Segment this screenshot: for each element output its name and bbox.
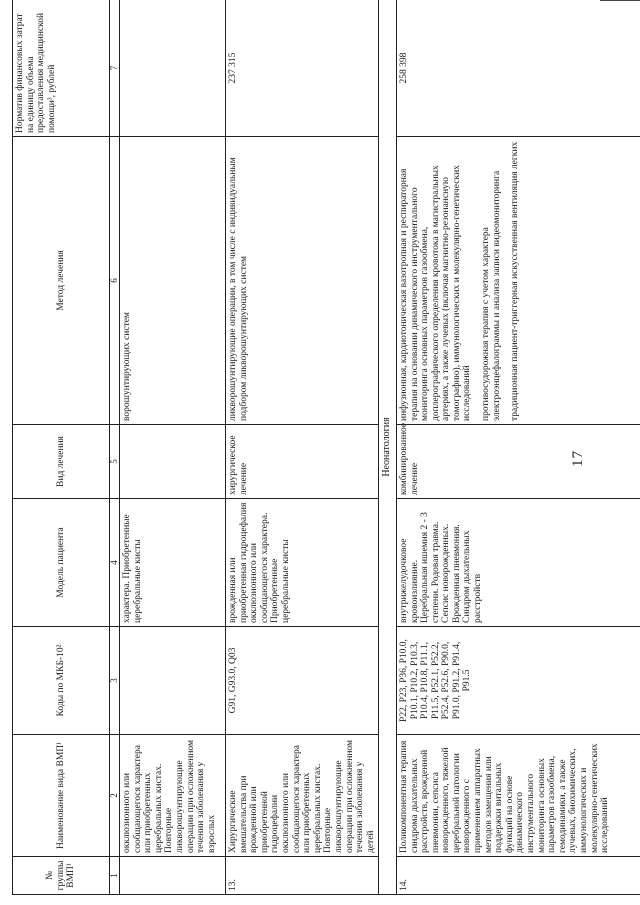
treatment-method-cell: ликворошунтирующие операции, в том числе с индивидуальным подбором ликворошунтирующих систем [226, 137, 379, 425]
header-vmp-name: Наименование вида ВМП¹ [13, 735, 110, 857]
page-number: 17 [570, 450, 586, 467]
treatment-method-cell: ворошунтирующих систем [120, 137, 226, 425]
icd-codes-cell [120, 627, 226, 735]
group-number-cell: 14. [396, 857, 640, 895]
column-number: 2 [110, 735, 120, 857]
vmp-name-cell: Хирургические вмешательства при врожденной или приобретенной гидроцефалии окклюзионного или сообщающегося характера или приобретенных церебральных кистах. Повторные ликворошунтирующие операции при осложненном течении заболевания у детей [226, 735, 379, 857]
header-patient-model: Модель пациента [13, 499, 110, 627]
table-row [226, 0, 379, 895]
vmp-name-cell: окклюзионного или сообщающегося характера или приобретенных церебральных кистах. Повторные ликворошунтирующие операции при осложненном течении заболевания у взрослых [120, 735, 226, 857]
column-number: 7 [110, 0, 120, 137]
column-number: 6 [110, 137, 120, 425]
cost-norm-cell [120, 0, 226, 137]
column-number-row [110, 0, 120, 895]
treatment-method-cell [396, 137, 640, 425]
group-number-cell: 13. [226, 857, 379, 895]
column-number: 3 [110, 627, 120, 735]
method-paragraph: противосудорожная терапия с учетом характера электроэнцефалограммы и анализа записи видеомониторинга [481, 170, 502, 421]
header-treatment-method: Метод лечения [13, 137, 110, 425]
cost-norm-cell: 258 398 [396, 0, 640, 137]
group-number-cell [120, 857, 226, 895]
cost-norm-cell: 237 315 [226, 0, 379, 137]
treatment-type-cell: хирургическое лечение [226, 425, 379, 499]
header-group-number: № группы ВМП¹ [13, 857, 110, 895]
column-number: 1 [110, 857, 120, 895]
section-row [379, 0, 397, 895]
table-row [396, 0, 640, 895]
method-paragraph: традиционная пациент-триггерная искусственная вентиляция легких [510, 141, 521, 421]
header-row [13, 0, 110, 895]
header-cost-norm: Норматив финансовых затрат на единицу объема предоставления медицинской помощи³, рублей [13, 0, 110, 137]
header-icd-codes: Коды по МКБ-10² [13, 627, 110, 735]
column-number: 4 [110, 499, 120, 627]
treatment-type-cell: комбинированное лечение [396, 425, 640, 499]
column-number: 5 [110, 425, 120, 499]
section-title-neonatology: Неонатология [379, 0, 397, 895]
treatment-type-cell [120, 425, 226, 499]
table-row [120, 0, 226, 895]
vmp-name-cell: Поликомпонентная терапия синдрома дыхательных расстройств, врожденной пневмонии, сепсиса новорожденного, тяжелой церебральной патологии новорожденного с применением аппаратных методов замещения или поддержки витальных функций на основе динамического инструментального мониторинга основных параметров газообмена, гемодинамики, а также лучевых, биохимических, иммунологических и молекулярно-генетических исследований [396, 735, 640, 857]
patient-model-cell: врожденная или приобретенная гидроцефалия окклюзионного или сообщающегося характера. Приобретенные церебральные кисты [226, 499, 379, 627]
icd-codes-cell: G91, G93.0, Q03 [226, 627, 379, 735]
vmp-table [12, 0, 640, 895]
patient-model-cell: внутрижелудочковое кровоизлияние. Церебральная ишемия 2 - 3 степени. Родовая травма. Сепсис новорожденных. Врожденная пневмония. Синдром дыхательных расстройств [396, 499, 640, 627]
header-treatment-type: Вид лечения [13, 425, 110, 499]
icd-codes-cell: P22, P23, P36, P10.0, P10.1, P10.2, P10.3, P10.4, P10.8, P11.1, P11.5, P52.1, P52.2, P52.4, P52.6, P90.0, P91.0, P91.2, P91.4, P91.5 [396, 627, 640, 735]
method-paragraph: инфузионная, кардиотоническая вазотропная и респираторная терапия на основании динамического инструментального мониторинга основных параметров газообмена, доплерографического определения кровотока в магистральных артериях, а также лучевых (включая магнитно-резонансную томографию), иммунологических и молекулярно-генетических исследований [398, 165, 473, 421]
patient-model-cell: характера. Приобретенные церебральные кисты [120, 499, 226, 627]
